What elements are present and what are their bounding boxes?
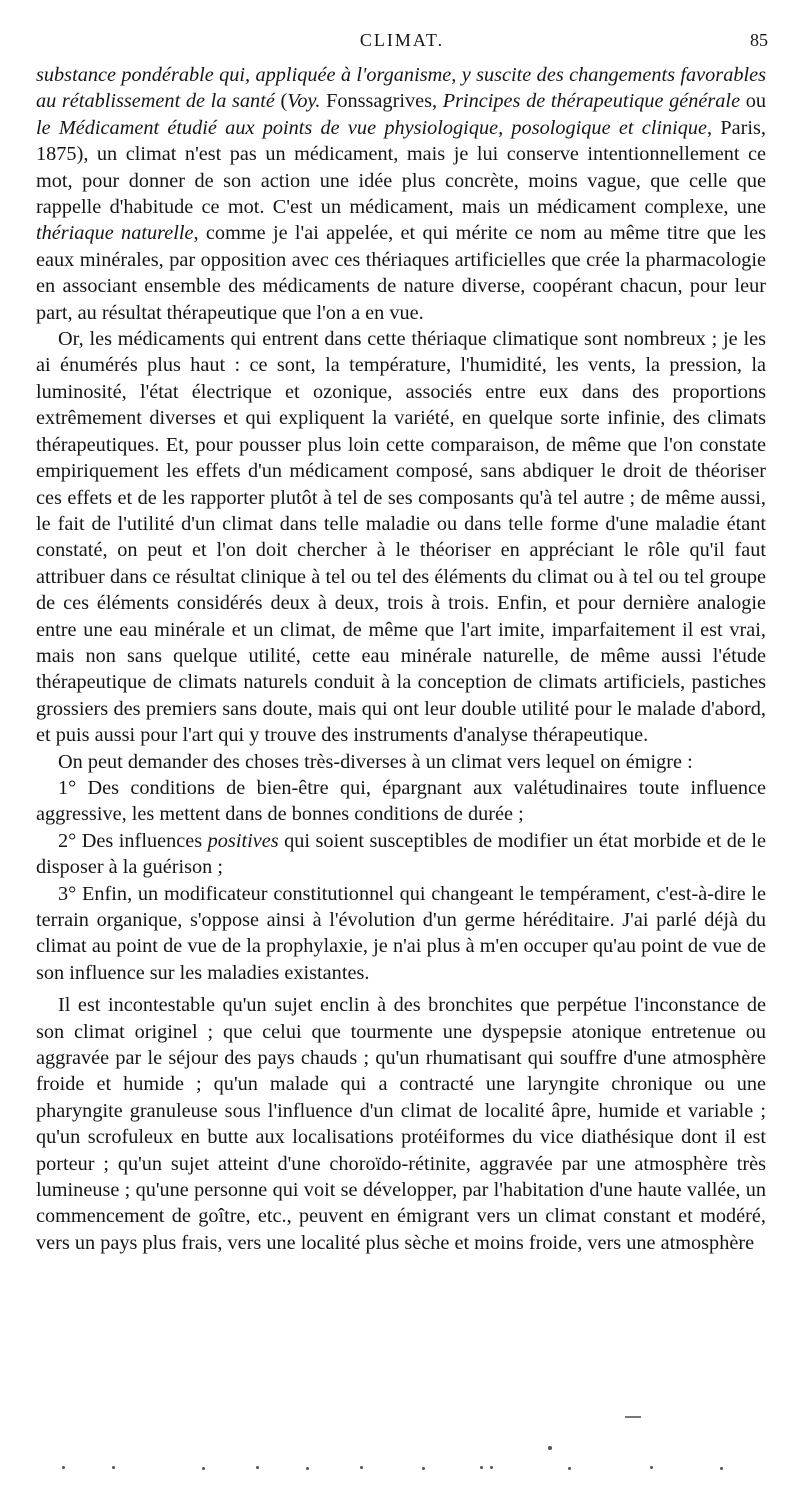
scan-dot: [490, 1466, 493, 1469]
paragraph-1-italic-3: Principes de thérapeutique générale: [442, 90, 741, 113]
paragraph-4: Il est incontestable qu'un sujet enclin à des bronchites que perpétue l'inconstance de son climat originel ; que celui que tourmente une dyspepsie atonique entretenue ou aggravée par le séjour des pays chauds ; qu'un rhumatisant qui souffre d'une atmosphère froide et humide ; qu'un malade qui a contracté une laryngite chronique ou une pharyngite granuleuse sous l'influence d'un climat de localité âpre, humide et variable ; qu'un scrofuleux en butte aux localisations protéiformes du vice diathésique dont il est porteur ; qu'un sujet atteint d'une choroïdo-rétinite, aggravée par une atmosphère très lumineuse ; qu'une personne qui voit se développer, par l'habitation d'une haute vallée, un commencement de goître, etc., peuvent en émigrant vers un climat constant et modéré, vers un pays plus frais, vers une localité plus sèche et moins froide, vers une atmosphère: [36, 994, 766, 1254]
scan-dash: [625, 1416, 641, 1418]
paragraph-1-italic-5: thériaque naturelle: [36, 222, 194, 245]
paragraph-3: On peut demander des choses très-diverses à un climat vers lequel on émigre :: [58, 750, 693, 773]
scan-artifacts: [60, 1410, 740, 1490]
paragraph-1: [36, 62, 766, 326]
scan-dot: [112, 1466, 115, 1469]
scan-dot: [650, 1466, 653, 1469]
paragraph-1-text-5: , comme je l'ai appelée, et qui mérite ce nom au même titre que les eaux minérales, par opposition avec ces thériaques artificielles que crée la pharmacologie en associant ensemble des médicaments de nature diverse, coopérant chacun, pour leur part, au résultat thérapeutique que l'on a en vue.: [36, 222, 766, 324]
scan-dot: [422, 1467, 425, 1470]
scan-dot: [360, 1466, 363, 1469]
scan-dot: [306, 1467, 309, 1470]
paragraph-1-text-1: (: [274, 90, 288, 113]
list-item-1: 1° Des conditions de bien-être qui, épargnant aux valétudinaires toute influence aggressive, les mettent dans de bonnes conditions de durée ;: [36, 776, 766, 826]
list-item-2: [36, 828, 766, 881]
page-number: 85: [750, 30, 768, 50]
scan-dot: [568, 1467, 571, 1470]
scan-dot: [256, 1466, 259, 1469]
list-item-2-text-a: 2° Des influences: [58, 829, 208, 852]
running-title: CLIMAT.: [359, 30, 445, 50]
scan-dot: [202, 1467, 205, 1470]
list-item-2-italic: positives: [207, 829, 279, 852]
scan-dot: [62, 1466, 65, 1469]
scan-dot: [720, 1467, 723, 1470]
scan-dot: [480, 1466, 483, 1469]
paragraph-1-text-3: ou: [740, 90, 766, 113]
paragraph-1-italic-2: Voy.: [287, 90, 321, 113]
paragraph-1-italic-4: le Médicament étudié aux points de vue physiologique, posologique et clinique: [36, 116, 708, 139]
paragraph-1-text-4: , Paris, 1875), un climat n'est pas un médicament, mais je lui conserve intentionnellement ce mot, pour donner de son action une idée plus concrète, moins vague, que celle que rappelle d'habitude ce mot. C'est un médicament, mais un médicament complexe, une: [36, 116, 766, 219]
page-header: [36, 30, 768, 58]
page-body: [36, 62, 766, 1256]
scan-dot: [548, 1446, 552, 1450]
paragraph-1-italic-1: substance pondérable qui, appliquée à l'organisme, y suscite des changements favorables au rétablissement de la santé: [36, 64, 766, 113]
paragraph-1-text-2: Fonssagrives,: [320, 90, 443, 113]
list-item-2-text-b: qui soient susceptibles de modifier un état morbide et de le disposer à la guérison ;: [36, 829, 766, 879]
list-item-3: 3° Enfin, un modificateur constitutionnel qui changeant le tempérament, c'est-à-dire le terrain organique, s'oppose ainsi à l'évolution d'un germe héréditaire. J'ai parlé déjà du climat au point de vue de la prophylaxie, je n'ai plus à m'en occuper qu'au point de vue de son influence sur les maladies existantes.: [36, 882, 766, 984]
paragraph-2: Or, les médicaments qui entrent dans cette thériaque climatique sont nombreux ; je les ai énumérés plus haut : ce sont, la température, l'humidité, les vents, la pression, la luminosité, l'état électrique et ozonique, associés entre eux dans des proportions extrêmement diverses et qui expliquent la variété, en quelque sorte infinie, des climats thérapeutiques. Et, pour pousser plus loin cette comparaison, de même que l'on constate empiriquement les effets d'un médicament composé, sans abdiquer le droit de théoriser ces effets et de les rapporter plutôt à tel de ses composants qu'à tel autre ; de même aussi, le fait de l'utilité d'un climat dans telle maladie ou dans telle forme d'une maladie étant constaté, on peut et l'on doit chercher à le théoriser en appréciant le rôle qu'il faut attribuer dans ce résultat clinique à tel ou tel des éléments du climat ou à tel ou tel groupe de ces éléments considérés deux à deux, trois à trois. Enfin, et pour dernière analogie entre une eau minérale et un climat, de même que l'art imite, imparfaitement il est vrai, mais non sans quelque utilité, cette eau minérale naturelle, de même aussi l'étude thérapeutique de climats naturels conduit à la conception de climats artificiels, pastiches grossiers des premiers sans doute, mais qui ont leur double utilité pour le malade d'abord, et puis aussi pour l'art qui y trouve des instruments d'analyse thérapeutique.: [36, 328, 766, 747]
